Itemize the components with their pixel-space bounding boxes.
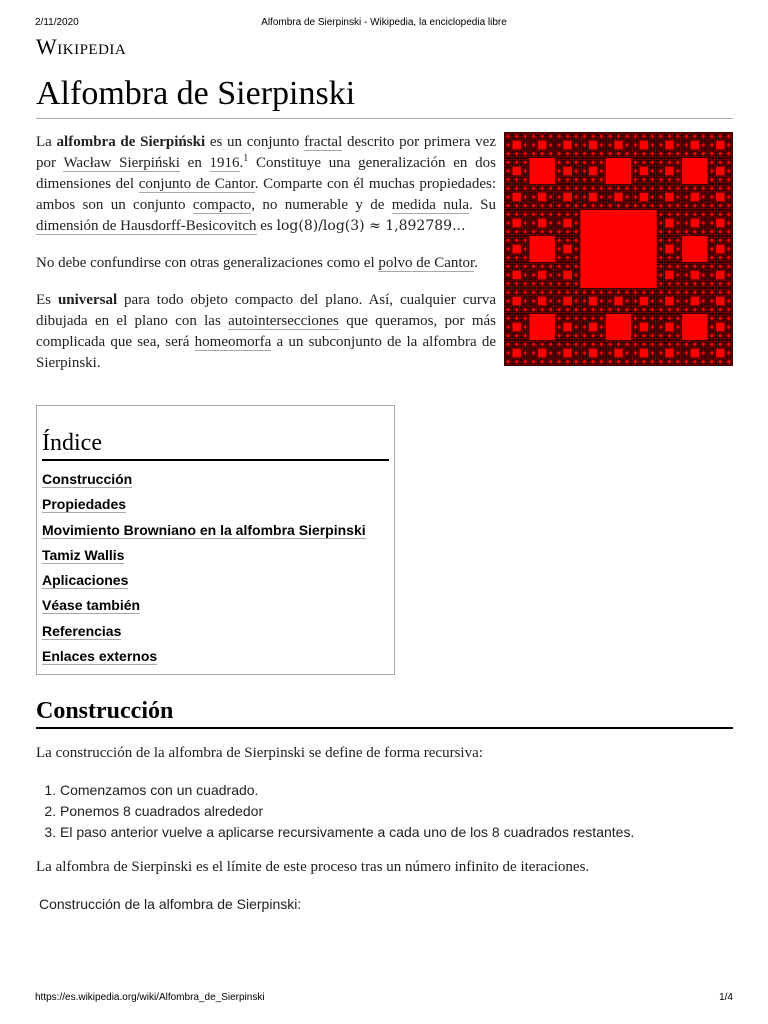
toc-item-tamiz-wallis[interactable]: Tamiz Wallis xyxy=(42,546,125,563)
print-header xyxy=(35,17,733,31)
print-date: 2/11/2020 xyxy=(35,17,79,28)
print-url: https://es.wikipedia.org/wiki/Alfombra_de_Sierpinski xyxy=(35,992,265,1003)
link-sierpinski[interactable]: Wacław Sierpiński xyxy=(63,155,180,171)
toc-item-enlaces-externos[interactable]: Enlaces externos xyxy=(42,648,158,665)
limit-text: La alfombra de Sierpinski es el límite de este proceso tras un número infinito de iteraciones. xyxy=(36,859,590,875)
link-cantor-set[interactable]: conjunto de Cantor xyxy=(138,176,255,192)
table-of-contents xyxy=(36,405,395,675)
intro-paragraph-2: No debe confundirse con otras generalizaciones como el polvo de Cantor. xyxy=(36,255,478,271)
construccion-intro-text: La construcción de la alfombra de Sierpinski se define de forma recursiva: xyxy=(36,745,483,761)
print-footer xyxy=(35,992,733,1006)
toc-item-referencias[interactable]: Referencias xyxy=(42,622,122,639)
section-heading-construccion: Construcción xyxy=(36,695,733,729)
link-fractal[interactable]: fractal xyxy=(303,134,343,150)
page-number: 1/4 xyxy=(719,992,733,1003)
intro-paragraph-3: Es universal para todo objeto compacto del plano. Así, cualquier curva dibujada en el plano con las autointersecciones que queramos, por más complicada que sea, será homeomorfa a un subconjunto de la alfombra de Sierpinski. xyxy=(36,292,497,371)
wikipedia-logo[interactable]: Wikipedia xyxy=(36,34,127,59)
toc-item-propiedades[interactable]: Propiedades xyxy=(42,496,127,513)
toc-heading: Índice xyxy=(42,428,389,461)
bold-term: alfombra de Sierpiński xyxy=(56,134,206,150)
construccion-intro xyxy=(36,743,733,764)
construction-steps xyxy=(36,780,733,843)
intro-paragraph-1: La alfombra de Sierpiński es un conjunto fractal descrito por primera vez por Wacław Sierpiński en 1916.$^1$ Constituye una generalización en dos dimensiones del conjunto de Cantor. Comparte con él muchas propiedades: ambos son un conjunto compacto, no numerable y de medida nula. Su dimensión de Hausdorff-Besicovitch es log(8)/log(3) ≈ 1,892789... xyxy=(36,134,497,234)
link-1916[interactable]: 1916 xyxy=(209,155,240,171)
step-item: 2. Ponemos 8 cuadrados alrededor xyxy=(60,801,733,822)
link-hausdorff[interactable]: dimensión de Hausdorff-Besicovitch xyxy=(36,218,257,234)
reference-1[interactable]: 1 xyxy=(243,153,249,164)
toc-item-construccion[interactable]: Construcción xyxy=(42,471,133,487)
construction-caption: Construcción de la alfombra de Sierpinski: xyxy=(39,896,302,912)
math-formula: log(8)/log(3) ≈ 1,892789... xyxy=(276,218,466,234)
link-homeomorfa[interactable]: homeomorfa xyxy=(194,334,272,350)
link-compacto[interactable]: compacto xyxy=(192,197,252,213)
step-item: 1. Comenzamos con un cuadrado. xyxy=(60,780,733,801)
toc-item-vease-tambien[interactable]: Véase también xyxy=(42,597,141,614)
link-medida-nula[interactable]: medida nula xyxy=(391,197,470,213)
toc-item-movimiento-browniano[interactable]: Movimiento Browniano en la alfombra Sierpinski xyxy=(42,521,366,538)
link-autointersecciones[interactable]: autointersecciones xyxy=(228,313,339,329)
link-polvo-cantor[interactable]: polvo de Cantor xyxy=(378,255,475,271)
step-item: 3. El paso anterior vuelve a aplicarse recursivamente a cada uno de los 8 cuadrados restantes. xyxy=(60,822,733,843)
bold-universal: universal xyxy=(57,292,118,308)
print-title: Alfombra de Sierpinski - Wikipedia, la enciclopedia libre xyxy=(261,17,507,28)
toc-item-aplicaciones[interactable]: Aplicaciones xyxy=(42,572,129,589)
sierpinski-carpet-image[interactable] xyxy=(504,132,733,366)
toc-list xyxy=(42,467,394,669)
intro-section xyxy=(36,132,496,390)
limit-paragraph xyxy=(36,857,733,878)
page-title: Alfombra de Sierpinski xyxy=(36,70,733,119)
